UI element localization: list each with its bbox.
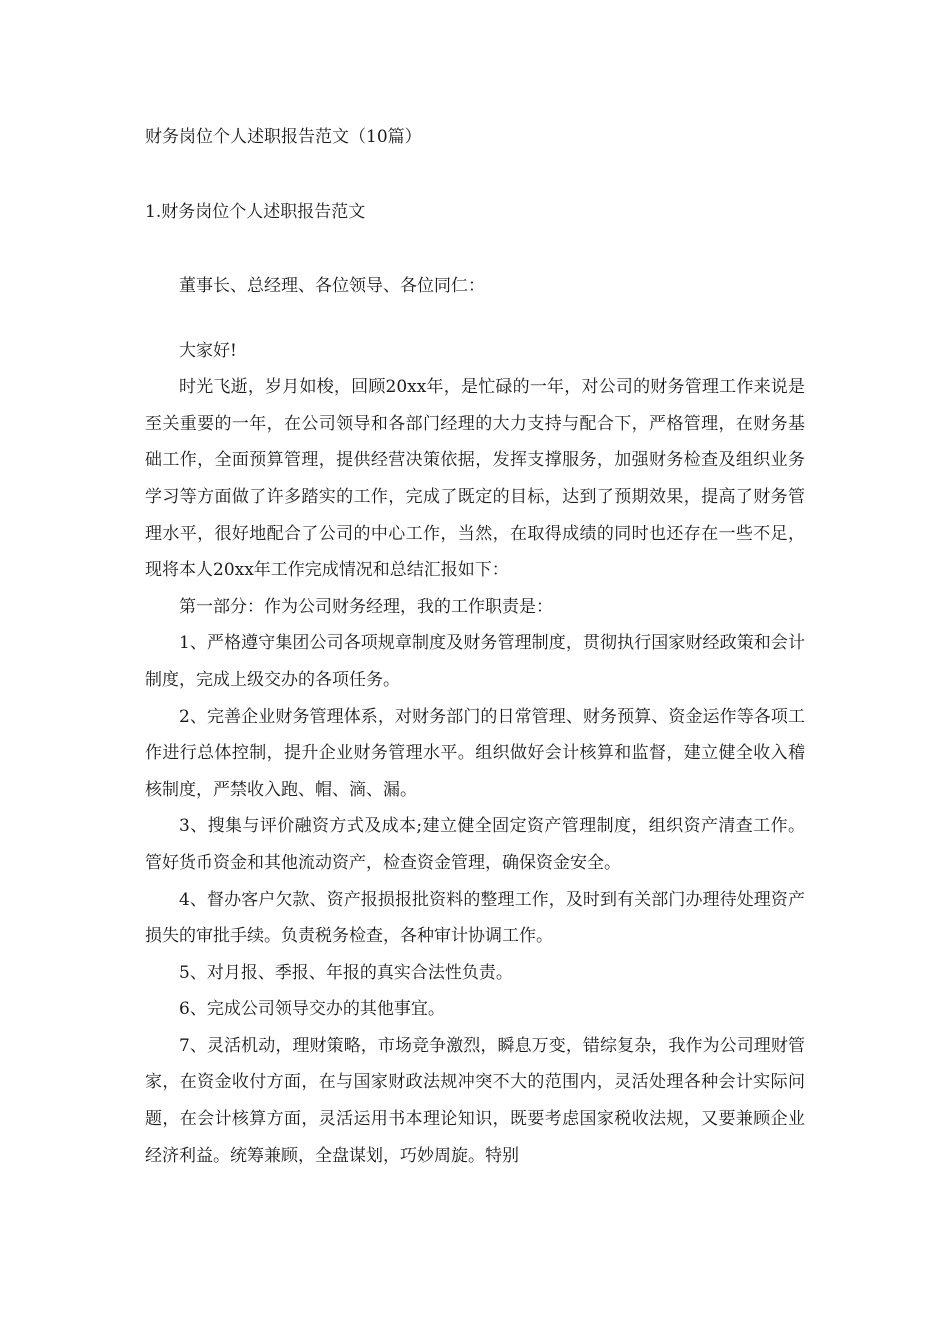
paragraph: 4、督办客户欠款、资产报损报批资料的整理工作，及时到有关部门办理待处理资产损失的审批手续。负责税务检查，各种审计协调工作。	[145, 889, 805, 947]
paragraph: 7、灵活机动，理财策略，市场竞争激烈，瞬息万变，错综复杂，我作为公司理财管家，在资金收付方面，在与国家财政法规冲突不大的范围内，灵活处理各种会计实际问题，在会计核算方面，灵活运用书本理论知识，既要考虑国家税收法规，又要兼顾企业经济利益。统筹兼顾，全盘谋划，巧妙周旋。特别	[145, 1035, 805, 1166]
paragraph: 2、完善企业财务管理体系，对财务部门的日常管理、财务预算、资金运作等各项工作进行总体控制，提升企业财务管理水平。组织做好会计核算和监督，建立健全收入稽核制度，严禁收入跑、帽、滴、漏。	[145, 706, 805, 800]
paragraph: 3、搜集与评价融资方式及成本;建立健全固定资产管理制度，组织资产清查工作。管好货币资金和其他流动资产，检查资金管理，确保资金安全。	[145, 816, 805, 873]
document-body	[145, 268, 805, 1174]
salutation: 董事长、总经理、各位领导、各位同仁：	[179, 276, 485, 296]
paragraph: 时光飞逝，岁月如梭，回顾20xx年，是忙碌的一年，对公司的财务管理工作来说是至关重要的一年，在公司领导和各部门经理的大力支持与配合下，严格管理，在财务基础工作，全面预算管理，提供经营决策依据，发挥支撑服务，加强财务检查及组织业务学习等方面做了许多踏实的工作，完成了既定的目标，达到了预期效果，提高了财务管理水平，很好地配合了公司的中心工作，当然，在取得成绩的同时也还存在一些不足，现将本人20xx年工作完成情况和总结汇报如下：	[145, 377, 805, 581]
paragraph: 1、严格遵守集团公司各项规章制度及财务管理制度，贯彻执行国家财经政策和会计制度，完成上级交办的各项任务。	[145, 633, 805, 690]
greeting: 大家好!	[179, 340, 237, 361]
paragraph: 第一部分：作为公司财务经理，我的工作职责是：	[179, 596, 553, 617]
section-heading: 1.财务岗位个人述职报告范文	[145, 202, 366, 222]
paragraph: 5、对月报、季报、年报的真实合法性负责。	[179, 962, 513, 983]
document-title: 财务岗位个人述职报告范文（10篇）	[145, 127, 422, 147]
paragraph: 6、完成公司领导交办的其他事宜。	[179, 999, 445, 1020]
